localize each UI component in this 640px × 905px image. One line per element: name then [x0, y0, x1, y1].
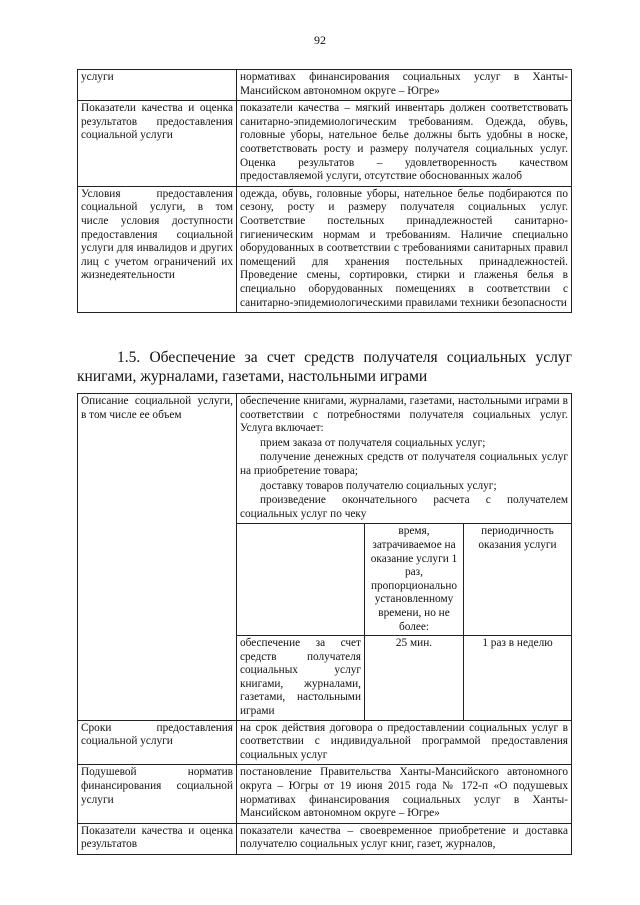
table-row — [78, 765, 572, 823]
row-value: показатели качества – своевременное приобретение и доставка получателю социальных услуг книг, газет, журналов, — [237, 823, 572, 854]
list-item: произведение окончательного расчета с получателем социальных услуг по чеку — [240, 494, 568, 520]
table-row — [237, 524, 571, 636]
inner-service-period: 1 раз в неделю — [464, 636, 572, 720]
page-number: 92 — [314, 33, 326, 47]
table-row — [78, 720, 572, 765]
row-label: Показатели качества и оценка результатов предоставления социальной услуги — [78, 101, 237, 187]
table-row — [78, 186, 572, 312]
row-label: Подушевой норматив финансирования социальной услуги — [78, 765, 237, 823]
list-item: прием заказа от получателя социальных услуг; — [260, 436, 486, 449]
table-row — [78, 823, 572, 854]
row-value: нормативах финансирования социальных услуг в Ханты-Мансийском автономном округе – Югре» — [237, 70, 572, 101]
row-value: на срок действия договора о предоставлении социальных услуг в соответствии с индивидуальной программой предоставления социальных услуг — [237, 720, 572, 765]
list-item: доставку товаров получателю социальных услуг; — [260, 479, 497, 492]
table-row — [78, 70, 572, 101]
row-label: Условия предоставления социальной услуги, в том числе условия доступности предоставления социальной услуги для инвалидов и других лиц с учетом ограничений их жизнедеятельности — [78, 186, 237, 312]
section-heading-line2: книгами, журналами, газетами, настольными играми — [77, 368, 428, 385]
inner-service-time: 25 мин. — [365, 636, 464, 720]
row-value: постановление Правительства Ханты-Мансийского автономного округа – Югры от 19 июня 2015 года № 172-п «О подушевых нормативах финансирования социальных услуг в Ханты-Мансийском автономном округе – Югре» — [237, 765, 572, 823]
services-table-continuation — [77, 69, 572, 313]
inner-service-name: обеспечение за счет средств получателя социальных услуг книгами, журналами, газетами, настольными играми — [237, 636, 365, 720]
table-row — [78, 101, 572, 187]
description-cell — [237, 394, 572, 721]
section-heading-line1: 1.5. Обеспечение за счет средств получателя социальных услуг — [117, 349, 572, 366]
row-label: услуги — [78, 70, 237, 101]
row-label: Описание социальной услуги, в том числе ее объем — [78, 394, 237, 721]
row-value: показатели качества – мягкий инвентарь должен соответствовать санитарно-эпидемиологическим требованиям. Одежда, обувь, головные уборы, нательное белье должны быть удобны в носке, соответствовать росту и размеру получателя социальных услуг. Оценка результатов – удовлетворенность качеством предоставляемой услуги, отсутствие обоснованных жалоб — [237, 101, 572, 187]
section-heading — [77, 348, 572, 386]
row-value: одежда, обувь, головные уборы, нательное белье подбираются по сезону, росту и размеру получателя социальных услуг. Соответствие постельных принадлежностей санитарно-гигиеническим нормам и требованиям. Наличие специально оборудованных в соответствии с требованиями санитарных правил помещений для хранения постельных принадлежностей. Проведение смены, сортировки, стирки и глаженья белья в специально оборудованных помещениях в соответствии с санитарно-эпидемиологическими правилами техники безопасности — [237, 186, 572, 312]
description-intro: обеспечение книгами, журналами, газетами, настольными играми в соответствии с потребностями получателя социальных услуг. Услуга включает: — [240, 395, 568, 435]
service-time-table — [237, 523, 571, 719]
table-row — [237, 636, 571, 720]
list-item: получение денежных средств от получателя социальных услуг на приобретение товара; — [240, 451, 568, 477]
table-row — [78, 394, 572, 721]
row-label: Показатели качества и оценка результатов — [78, 823, 237, 854]
service-1-5-table — [77, 393, 572, 855]
inner-header-time: время, затрачиваемое на оказание услуги 1 раз, пропорционально установленному времени, но не более: — [365, 524, 464, 636]
inner-header-empty — [237, 524, 365, 636]
row-label: Сроки предоставления социальной услуги — [78, 720, 237, 765]
inner-header-period: периодичность оказания услуги — [464, 524, 572, 636]
